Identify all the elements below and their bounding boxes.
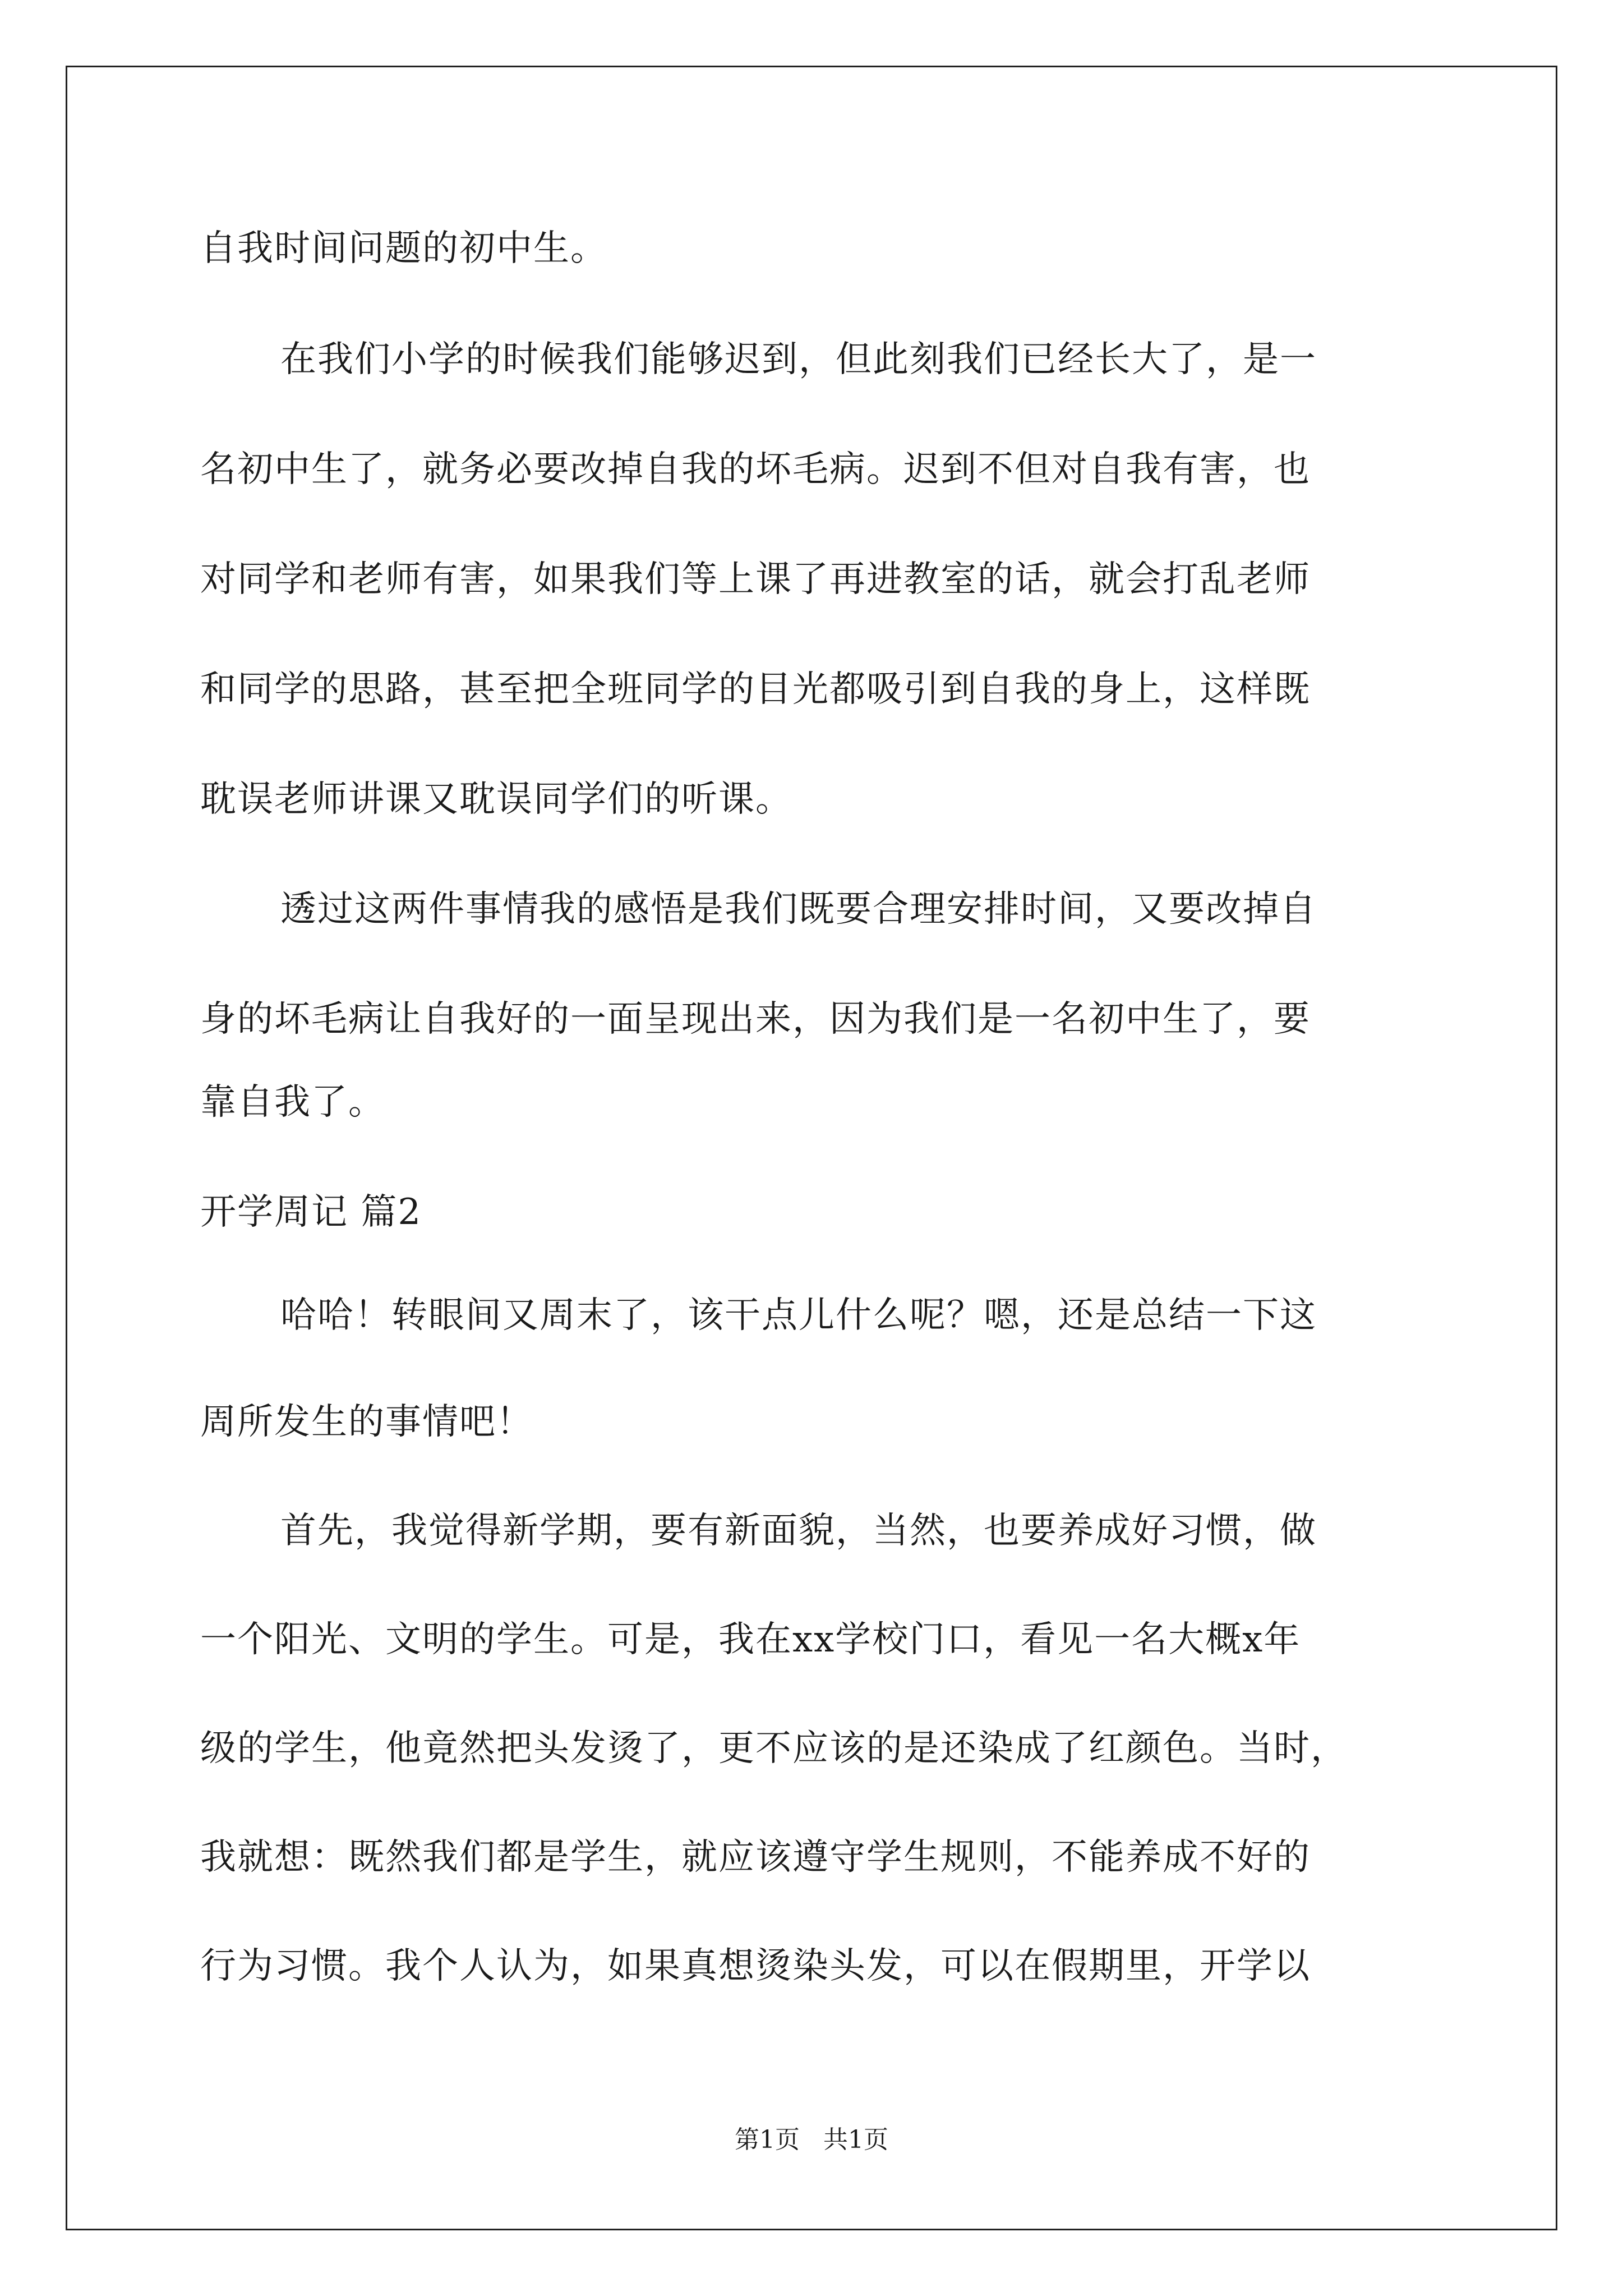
page-border [66,66,1557,2230]
text-line: 透过这两件事情我的感悟是我们既要合理安排时间，又要改掉自 [280,889,1317,930]
text-line: 名初中生了，就务必要改掉自我的坏毛病。迟到不但对自我有害，也 [200,449,1311,490]
page-total: 共1页 [823,2125,888,2154]
text-line: 对同学和老师有害，如果我们等上课了再进教室的话，就会打乱老师 [200,559,1311,600]
text-line: 身的坏毛病让自我好的一面呈现出来，因为我们是一名初中生了，要 [200,999,1311,1040]
text-line: 行为习惯。我个人认为，如果真想烫染头发，可以在假期里，开学以 [200,1945,1311,1987]
page-footer [0,2123,1623,2157]
text-line: 周所发生的事情吧！ [200,1401,533,1443]
text-line: 自我时间问题的初中生。 [200,228,607,269]
page-number: 第1页 [735,2125,800,2154]
text-line: 和同学的思路，甚至把全班同学的目光都吸引到自我的身上，这样既 [200,669,1311,710]
text-line: 首先，我觉得新学期，要有新面貌，当然，也要养成好习惯，做 [280,1510,1317,1552]
text-line: 级的学生，他竟然把头发烫了，更不应该的是还染成了红颜色。当时， [200,1728,1348,1769]
text-line: 一个阳光、文明的学生。可是，我在xx学校门口，看见一名大概x年 [200,1619,1301,1660]
text-line: 耽误老师讲课又耽误同学们的听课。 [200,779,792,820]
text-line: 在我们小学的时候我们能够迟到，但此刻我们已经长大了，是一 [280,339,1317,380]
text-line: 靠自我了。 [200,1082,385,1123]
text-line: 我就想：既然我们都是学生，就应该遵守学生规则，不能养成不好的 [200,1837,1311,1878]
section-heading: 开学周记 篇2 [200,1191,422,1233]
text-line: 哈哈！转眼间又周末了，该干点儿什么呢？嗯，还是总结一下这 [280,1295,1317,1336]
